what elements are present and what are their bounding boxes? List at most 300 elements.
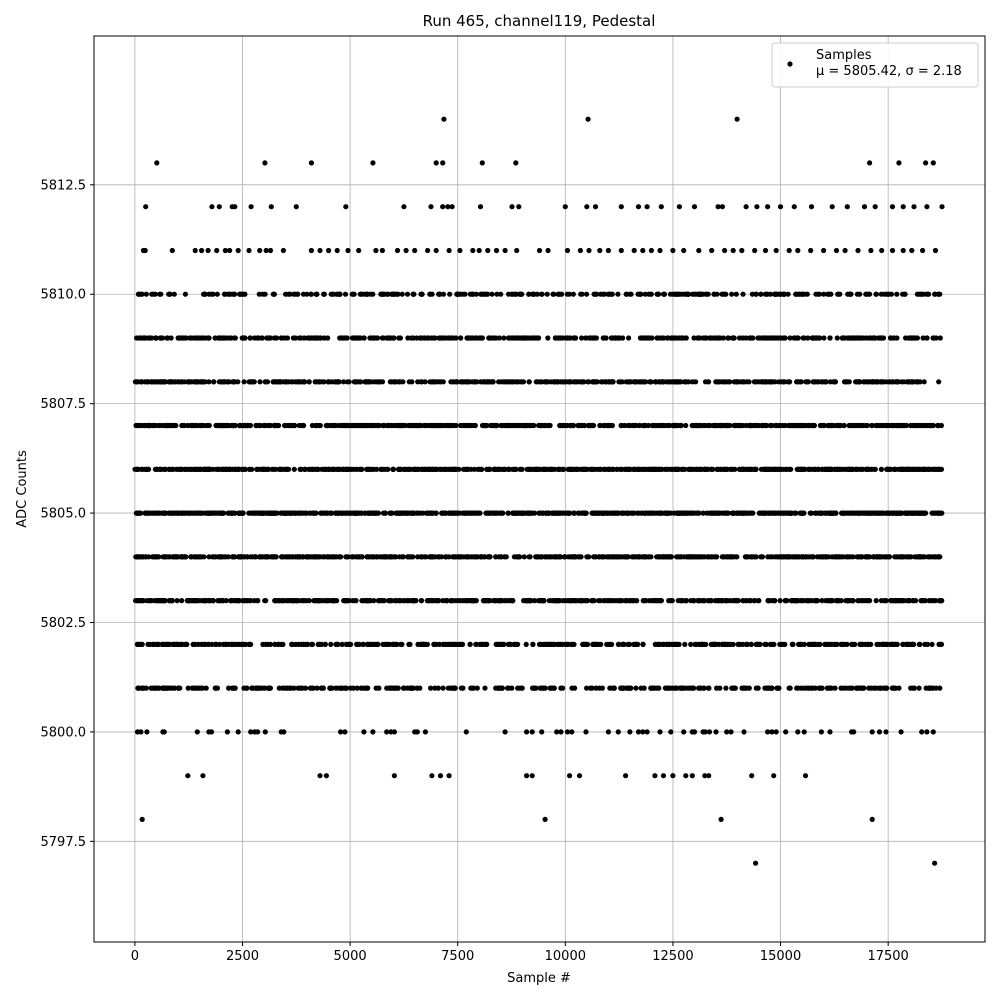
data-point xyxy=(777,510,782,515)
data-point xyxy=(535,379,540,384)
data-point xyxy=(602,554,607,559)
data-point xyxy=(601,467,606,472)
data-point xyxy=(896,423,901,428)
data-point xyxy=(730,467,735,472)
data-point xyxy=(356,379,361,384)
data-point xyxy=(172,292,177,297)
data-point xyxy=(900,292,905,297)
data-point xyxy=(485,554,490,559)
data-point xyxy=(648,292,653,297)
data-point xyxy=(715,598,720,603)
data-point xyxy=(872,554,877,559)
data-point xyxy=(929,642,934,647)
data-point xyxy=(406,467,411,472)
data-point xyxy=(159,467,164,472)
data-point xyxy=(638,335,643,340)
data-point xyxy=(787,379,792,384)
data-point xyxy=(486,335,491,340)
data-point xyxy=(145,379,150,384)
data-point xyxy=(344,467,349,472)
data-point xyxy=(426,598,431,603)
data-point xyxy=(647,335,652,340)
data-point xyxy=(415,554,420,559)
data-point xyxy=(215,292,220,297)
data-point xyxy=(482,598,487,603)
data-point xyxy=(240,423,245,428)
data-point xyxy=(177,510,182,515)
data-point xyxy=(363,423,368,428)
data-point xyxy=(781,292,786,297)
data-point xyxy=(368,467,373,472)
data-point xyxy=(323,467,328,472)
data-point xyxy=(584,292,589,297)
data-point xyxy=(344,554,349,559)
data-point xyxy=(500,598,505,603)
data-point xyxy=(743,423,748,428)
data-point xyxy=(218,510,223,515)
data-point xyxy=(388,510,393,515)
data-point xyxy=(502,467,507,472)
data-point xyxy=(409,335,414,340)
data-point xyxy=(795,554,800,559)
data-point xyxy=(159,598,164,603)
data-point xyxy=(654,335,659,340)
data-point xyxy=(501,379,506,384)
data-point xyxy=(328,642,333,647)
data-point xyxy=(714,379,719,384)
data-point xyxy=(578,292,583,297)
data-point xyxy=(374,642,379,647)
data-point xyxy=(770,467,775,472)
data-point xyxy=(721,379,726,384)
data-point xyxy=(618,554,623,559)
data-point xyxy=(517,292,522,297)
data-point xyxy=(787,554,792,559)
data-point xyxy=(161,554,166,559)
data-point xyxy=(684,554,689,559)
data-point xyxy=(861,423,866,428)
data-point xyxy=(689,554,694,559)
data-point xyxy=(721,335,726,340)
data-point xyxy=(427,510,432,515)
data-point xyxy=(590,510,595,515)
data-point xyxy=(356,335,361,340)
data-point xyxy=(530,335,535,340)
data-point xyxy=(407,379,412,384)
data-point xyxy=(747,335,752,340)
data-point xyxy=(549,467,554,472)
data-point xyxy=(276,642,281,647)
data-point xyxy=(451,379,456,384)
data-point xyxy=(708,335,713,340)
data-point xyxy=(856,379,861,384)
data-point xyxy=(347,379,352,384)
data-point xyxy=(710,467,715,472)
data-point xyxy=(626,335,631,340)
data-point xyxy=(598,292,603,297)
data-point xyxy=(450,598,455,603)
data-point xyxy=(758,292,763,297)
data-point xyxy=(247,642,252,647)
data-point xyxy=(411,510,416,515)
data-point xyxy=(532,467,537,472)
data-point xyxy=(657,379,662,384)
data-point xyxy=(773,292,778,297)
data-point xyxy=(398,467,403,472)
data-point xyxy=(620,467,625,472)
data-point xyxy=(298,510,303,515)
data-point xyxy=(199,554,204,559)
data-point xyxy=(353,510,358,515)
data-point xyxy=(678,554,683,559)
data-point xyxy=(545,292,550,297)
data-point xyxy=(526,510,531,515)
data-point xyxy=(522,554,527,559)
data-point xyxy=(752,598,757,603)
data-point xyxy=(437,642,442,647)
data-point xyxy=(194,467,199,472)
data-point xyxy=(631,467,636,472)
data-point xyxy=(580,598,585,603)
data-point xyxy=(205,467,210,472)
data-point xyxy=(439,554,444,559)
data-point xyxy=(803,554,808,559)
data-point xyxy=(609,598,614,603)
data-point xyxy=(271,292,276,297)
data-point xyxy=(560,379,565,384)
data-point xyxy=(235,642,240,647)
data-point xyxy=(706,292,711,297)
data-point xyxy=(331,554,336,559)
data-point xyxy=(553,598,558,603)
data-point xyxy=(763,379,768,384)
data-point xyxy=(813,510,818,515)
data-point xyxy=(221,335,226,340)
data-point xyxy=(576,423,581,428)
data-point xyxy=(759,467,764,472)
data-point xyxy=(585,642,590,647)
data-point xyxy=(274,423,279,428)
data-point xyxy=(179,598,184,603)
data-point xyxy=(313,423,318,428)
data-point xyxy=(499,554,504,559)
data-point xyxy=(720,554,725,559)
data-point xyxy=(709,598,714,603)
data-point xyxy=(887,510,892,515)
data-point xyxy=(294,379,299,384)
data-point xyxy=(419,292,424,297)
data-point xyxy=(827,642,832,647)
data-point xyxy=(798,598,803,603)
data-point xyxy=(216,467,221,472)
data-point xyxy=(698,423,703,428)
data-point xyxy=(348,467,353,472)
data-point xyxy=(833,467,838,472)
data-point xyxy=(682,642,687,647)
data-point xyxy=(471,598,476,603)
data-point xyxy=(395,292,400,297)
data-point xyxy=(930,510,935,515)
data-point xyxy=(219,423,224,428)
data-point xyxy=(470,379,475,384)
data-point xyxy=(726,554,731,559)
data-point xyxy=(206,598,211,603)
data-point xyxy=(649,379,654,384)
data-point xyxy=(201,292,206,297)
data-point xyxy=(136,423,141,428)
data-point xyxy=(272,510,277,515)
data-point xyxy=(461,292,466,297)
data-point xyxy=(654,467,659,472)
data-point xyxy=(545,379,550,384)
data-point xyxy=(153,335,158,340)
data-point xyxy=(458,335,463,340)
data-point xyxy=(526,292,531,297)
data-point xyxy=(514,510,519,515)
data-point xyxy=(668,292,673,297)
data-point xyxy=(498,292,503,297)
data-point xyxy=(366,379,371,384)
data-point xyxy=(459,554,464,559)
data-point xyxy=(888,642,893,647)
data-point xyxy=(776,554,781,559)
data-point xyxy=(529,423,534,428)
data-point xyxy=(819,467,824,472)
data-point xyxy=(706,379,711,384)
data-point xyxy=(537,423,542,428)
data-point xyxy=(574,379,579,384)
data-point xyxy=(870,423,875,428)
data-point xyxy=(689,510,694,515)
data-point xyxy=(428,554,433,559)
data-point xyxy=(624,292,629,297)
data-point xyxy=(441,379,446,384)
data-point xyxy=(405,510,410,515)
data-point xyxy=(175,598,180,603)
data-point xyxy=(521,510,526,515)
data-point xyxy=(429,423,434,428)
data-point xyxy=(776,335,781,340)
data-point xyxy=(547,598,552,603)
data-point xyxy=(260,467,265,472)
data-point xyxy=(279,554,284,559)
data-point xyxy=(146,467,151,472)
data-point xyxy=(539,292,544,297)
data-point xyxy=(468,292,473,297)
data-point xyxy=(465,379,470,384)
data-point xyxy=(313,467,318,472)
data-point xyxy=(314,292,319,297)
data-point xyxy=(698,335,703,340)
data-point xyxy=(737,467,742,472)
data-point xyxy=(721,292,726,297)
data-point xyxy=(915,379,920,384)
data-point xyxy=(376,423,381,428)
data-point xyxy=(284,467,289,472)
data-point xyxy=(639,467,644,472)
data-point xyxy=(359,554,364,559)
data-point xyxy=(895,379,900,384)
data-point xyxy=(563,598,568,603)
data-point xyxy=(725,467,730,472)
data-point xyxy=(784,598,789,603)
data-point xyxy=(610,467,615,472)
data-point xyxy=(636,292,641,297)
data-point xyxy=(259,335,264,340)
data-point xyxy=(908,423,913,428)
data-point xyxy=(330,292,335,297)
data-point xyxy=(501,335,506,340)
data-point xyxy=(736,598,741,603)
data-point xyxy=(683,510,688,515)
data-point xyxy=(826,467,831,472)
data-point xyxy=(450,554,455,559)
data-point xyxy=(916,554,921,559)
data-point xyxy=(878,423,883,428)
data-point xyxy=(714,554,719,559)
data-point xyxy=(435,423,440,428)
data-point xyxy=(813,598,818,603)
data-point xyxy=(673,292,678,297)
data-point xyxy=(588,335,593,340)
data-point xyxy=(724,423,729,428)
data-point xyxy=(323,598,328,603)
data-point xyxy=(688,642,693,647)
data-point xyxy=(568,379,573,384)
data-point xyxy=(794,379,799,384)
data-point xyxy=(667,642,672,647)
data-point xyxy=(160,335,165,340)
data-point xyxy=(773,423,778,428)
data-point xyxy=(617,598,622,603)
data-point xyxy=(714,292,719,297)
data-point xyxy=(887,379,892,384)
data-point xyxy=(734,554,739,559)
data-point xyxy=(694,467,699,472)
data-point xyxy=(260,554,265,559)
data-point xyxy=(586,379,591,384)
data-point xyxy=(433,510,438,515)
data-point xyxy=(880,642,885,647)
data-point xyxy=(764,467,769,472)
data-point xyxy=(819,598,824,603)
data-point xyxy=(506,510,511,515)
data-point xyxy=(678,379,683,384)
data-point xyxy=(487,379,492,384)
data-point xyxy=(625,467,630,472)
data-point xyxy=(586,423,591,428)
data-point xyxy=(282,598,287,603)
data-point xyxy=(336,292,341,297)
data-point xyxy=(297,335,302,340)
data-point xyxy=(236,467,241,472)
data-point xyxy=(763,335,768,340)
data-point xyxy=(187,510,192,515)
data-point xyxy=(166,554,171,559)
data-point xyxy=(781,510,786,515)
data-point xyxy=(186,598,191,603)
data-point xyxy=(528,598,533,603)
data-point xyxy=(842,642,847,647)
data-point xyxy=(485,510,490,515)
data-point xyxy=(232,292,237,297)
data-point xyxy=(427,292,432,297)
data-point xyxy=(792,335,797,340)
data-point xyxy=(624,379,629,384)
data-point xyxy=(668,598,673,603)
data-point xyxy=(238,510,243,515)
data-point xyxy=(648,467,653,472)
data-point xyxy=(257,292,262,297)
data-point xyxy=(778,598,783,603)
data-point xyxy=(601,598,606,603)
data-point xyxy=(558,510,563,515)
data-point xyxy=(467,642,472,647)
data-point xyxy=(397,423,402,428)
data-point xyxy=(635,379,640,384)
data-point xyxy=(157,510,162,515)
data-point xyxy=(391,554,396,559)
data-point xyxy=(263,598,268,603)
data-point xyxy=(750,292,755,297)
data-point xyxy=(241,335,246,340)
data-point xyxy=(786,292,791,297)
data-point xyxy=(565,335,570,340)
data-point xyxy=(567,510,572,515)
data-point xyxy=(888,335,893,340)
data-point xyxy=(438,292,443,297)
data-point xyxy=(206,642,211,647)
data-point xyxy=(240,292,245,297)
data-point xyxy=(304,292,309,297)
data-point xyxy=(501,642,506,647)
data-point xyxy=(179,554,184,559)
data-point xyxy=(712,510,717,515)
data-point xyxy=(454,292,459,297)
data-point xyxy=(729,292,734,297)
data-point xyxy=(211,379,216,384)
data-point xyxy=(527,379,532,384)
data-point xyxy=(279,335,284,340)
data-point xyxy=(292,467,297,472)
data-point xyxy=(790,642,795,647)
data-point xyxy=(842,423,847,428)
data-point xyxy=(674,642,679,647)
data-point xyxy=(893,467,898,472)
data-point xyxy=(406,598,411,603)
data-point xyxy=(435,467,440,472)
data-point xyxy=(326,379,331,384)
data-point xyxy=(434,598,439,603)
data-point xyxy=(376,598,381,603)
data-point xyxy=(280,642,285,647)
data-point xyxy=(370,292,375,297)
data-point xyxy=(270,554,275,559)
data-point xyxy=(573,598,578,603)
data-point xyxy=(684,598,689,603)
data-point xyxy=(725,598,730,603)
data-point xyxy=(697,598,702,603)
data-point xyxy=(411,292,416,297)
data-point xyxy=(161,423,166,428)
data-point xyxy=(926,554,931,559)
data-point xyxy=(737,642,742,647)
data-point xyxy=(845,467,850,472)
data-point xyxy=(835,335,840,340)
data-point xyxy=(474,292,479,297)
data-point xyxy=(731,335,736,340)
data-point xyxy=(391,642,396,647)
